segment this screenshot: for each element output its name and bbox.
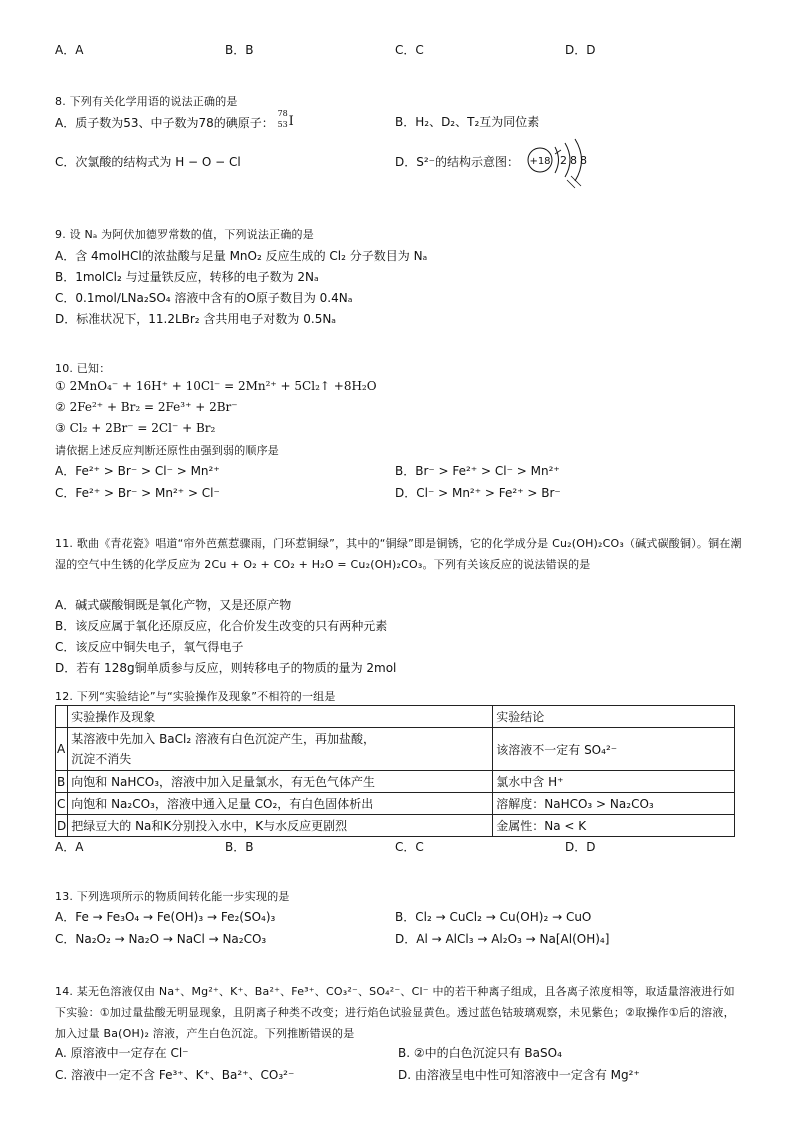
q13-stem: 13. 下列选项所示的物质间转化能一步实现的是: [55, 890, 290, 903]
row-a-conclusion: 该溶液不一定有 SO₄²⁻: [493, 728, 735, 771]
row-b-conclusion: 氯水中含 H⁺: [493, 771, 735, 793]
q13-option-c: C．Na₂O₂ → Na₂O → NaCl → Na₂CO₃: [55, 932, 267, 946]
q11-option-a: A．碱式碳酸铜既是氧化产物，又是还原产物: [55, 598, 292, 612]
row-a-operation: [68, 728, 493, 771]
row-d-conclusion: 金属性：Na < K: [493, 815, 735, 837]
row-a-operation-line-2: 沉淀不消失: [71, 752, 132, 766]
isotope-number: 53: [277, 120, 288, 129]
q10-option-d: D．Cl⁻ > Mn²⁺ > Fe²⁺ > Br⁻: [395, 486, 561, 500]
shell-2-count: 8: [570, 154, 577, 167]
q14-option-a: A. 原溶液中一定存在 Cl⁻: [55, 1046, 189, 1060]
q9-option-c: C．0.1mol/LNa₂SO₄ 溶液中含有的O原子数目为 0.4Nₐ: [55, 291, 353, 305]
table-header-label: [56, 706, 68, 728]
row-b-label: B: [56, 771, 68, 793]
q10-reaction-2: ② 2Fe²⁺ + Br₂ = 2Fe³⁺ + 2Br⁻: [55, 400, 238, 414]
table-row: [56, 815, 735, 837]
q10-ask: 请依据上述反应判断还原性由强到弱的顺序是: [55, 444, 279, 457]
shell-1-count: 2: [560, 154, 567, 167]
q10-option-b: B．Br⁻ > Fe²⁺ > Cl⁻ > Mn²⁺: [395, 464, 560, 478]
q10-reaction-3: ③ Cl₂ + 2Br⁻ = 2Cl⁻ + Br₂: [55, 421, 216, 435]
q8-option-b: B．H₂、D₂、T₂互为同位素: [395, 115, 540, 129]
q13-option-a: A．Fe → Fe₃O₄ → Fe(OH)₃ → Fe₂(SO₄)₃: [55, 910, 276, 924]
q11-option-d: D．若有 128g铜单质参与反应，则转移电子的物质的量为 2mol: [55, 661, 397, 675]
table-header-conclusion: 实验结论: [493, 706, 735, 728]
nucleus-charge: +18: [529, 156, 551, 167]
q9-option-b: B．1molCl₂ 与过量铁反应，转移的电子数为 2Nₐ: [55, 270, 319, 284]
q9-option-d: D．标准状况下，11.2LBr₂ 含共用电子对数为 0.5Nₐ: [55, 312, 337, 326]
q12-option-d: D．D: [565, 840, 596, 854]
q12-option-a: A．A: [55, 840, 84, 854]
q12-option-c: C．C: [395, 840, 424, 854]
table-row: [56, 771, 735, 793]
q13-option-b: B．Cl₂ → CuCl₂ → Cu(OH)₂ → CuO: [395, 910, 592, 924]
q8-option-a: [55, 109, 298, 133]
q14-stem: 14. 某无色溶液仅由 Na⁺、Mg²⁺、K⁺、Ba²⁺、Fe³⁺、CO₃²⁻、SO₄²⁻、Cl⁻ 中的若干种离子组成，且各离子浓度相等，取适量溶液进行如下实验：①加过量盐酸无明显现象，且阴离子种类不改变；进行焰色试验显黄色。透过蓝色钴玻璃观察，未见紫色；②取操作①后的溶液，加入过量 Ba(OH)₂ 溶液，产生白色沉淀。下列推断错误的是: [55, 985, 735, 1040]
row-c-conclusion: 溶解度：NaHCO₃ > Na₂CO₃: [493, 793, 735, 815]
q8-option-d: D．S²⁻的结构示意图：: [395, 155, 520, 169]
q9-stem: 9. 设 Nₐ 为阿伏加德罗常数的值，下列说法正确的是: [55, 228, 314, 241]
q10-reaction-1: ① 2MnO₄⁻ + 16H⁺ + 10Cl⁻ = 2Mn²⁺ + 5Cl₂↑ +8H₂O: [55, 379, 377, 393]
q10-option-a: A．Fe²⁺ > Br⁻ > Cl⁻ > Mn²⁺: [55, 464, 220, 478]
q12-stem: 12. 下列“实验结论”与“实验操作及现象”不相符的一组是: [55, 690, 336, 703]
q12-table: [55, 705, 735, 837]
q14-option-d: D. 由溶液呈电中性可知溶液中一定含有 Mg²⁺: [398, 1068, 640, 1082]
q11-option-c: C．该反应中铜失电子，氧气得电子: [55, 640, 244, 654]
q8-stem: 8. 下列有关化学用语的说法正确的是: [55, 95, 238, 108]
sulfide-ion-diagram: [525, 136, 605, 192]
row-d-operation: 把绿豆大的 Na和K分别投入水中，K与水反应更剧烈: [68, 815, 493, 837]
top-option-b: B．B: [225, 43, 254, 57]
iodine-isotope: [277, 109, 298, 133]
q8-option-c: C．次氯酸的结构式为 H − O − Cl: [55, 155, 241, 169]
q10-option-c: C．Fe²⁺ > Br⁻ > Mn²⁺ > Cl⁻: [55, 486, 220, 500]
row-c-label: C: [56, 793, 68, 815]
q14-option-b: B. ②中的白色沉淀只有 BaSO₄: [398, 1046, 562, 1060]
q11-stem: 11. 歌曲《青花瓷》唱道“帘外芭蕉惹骤雨，门环惹铜绿”，其中的“铜绿”即是铜锈，它的化学成分是 Cu₂(OH)₂CO₃（碱式碳酸铜）。铜在潮湿的空气中生锈的化学反应为 2Cu + O₂ + CO₂ + H₂O = Cu₂(OH)₂CO₃。下列有关该反应的说法错误的是: [55, 537, 742, 571]
table-row: [56, 728, 735, 771]
q14-option-c: C. 溶液中一定不含 Fe³⁺、K⁺、Ba²⁺、CO₃²⁻: [55, 1068, 295, 1082]
q12-option-b: B．B: [225, 840, 254, 854]
row-d-label: D: [56, 815, 68, 837]
q10-stem: 10. 已知：: [55, 362, 111, 375]
q13-option-d: D．Al → AlCl₃ → Al₂O₃ → Na[Al(OH)₄]: [395, 932, 610, 946]
top-option-d: D．D: [565, 43, 596, 57]
isotope-mass: 78: [277, 109, 288, 118]
q8-option-a-text: A．质子数为53、中子数为78的碘原子：: [55, 116, 274, 130]
row-a-label: A: [56, 728, 68, 771]
isotope-symbol: I: [288, 114, 294, 129]
table-header-row: [56, 706, 735, 728]
q11-option-b: B．该反应属于氧化还原反应，化合价发生改变的只有两种元素: [55, 619, 388, 633]
row-c-operation: 向饱和 Na₂CO₃，溶液中通入足量 CO₂，有白色固体析出: [68, 793, 493, 815]
row-b-operation: 向饱和 NaHCO₃，溶液中加入足量氯水，有无色气体产生: [68, 771, 493, 793]
top-option-c: C．C: [395, 43, 424, 57]
q9-option-a: A．含 4molHCl的浓盐酸与足量 MnO₂ 反应生成的 Cl₂ 分子数目为 Nₐ: [55, 249, 428, 263]
table-row: [56, 793, 735, 815]
shell-3-count: 8: [580, 154, 587, 167]
table-header-operation: 实验操作及现象: [68, 706, 493, 728]
row-a-operation-line-1: 某溶液中先加入 BaCl₂ 溶液有白色沉淀产生，再加盐酸，: [71, 732, 375, 746]
top-option-a: A．A: [55, 43, 84, 57]
